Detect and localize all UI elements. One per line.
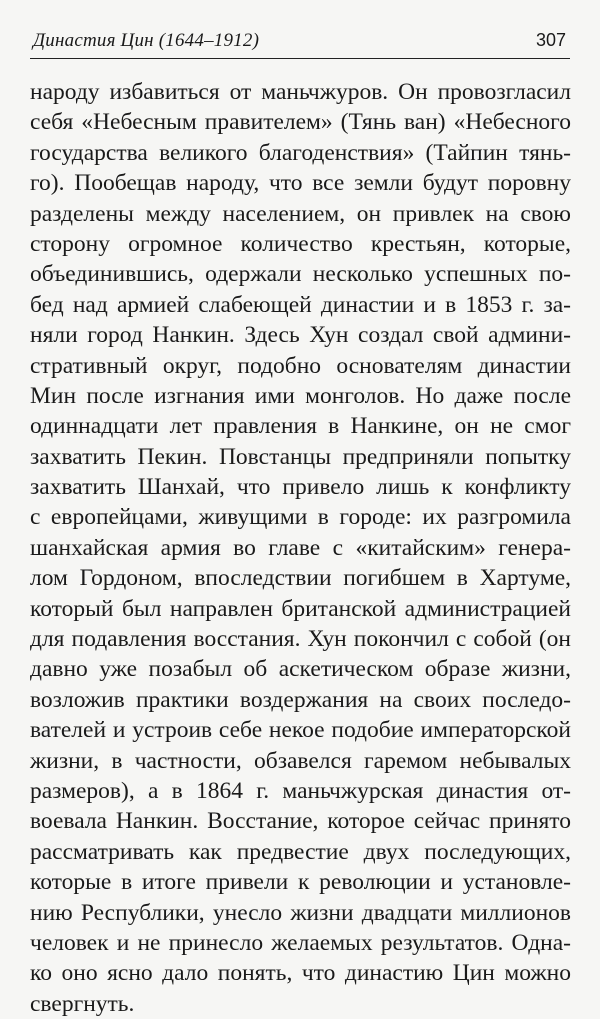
text-line: бед над армией слабеющей династии и в 1853 г. за- (30, 291, 571, 318)
text-line: себя «Небесным правителем» (Тянь ван) «Небесного (30, 109, 571, 136)
body-paragraph (30, 77, 571, 1019)
text-line: Мин после изгнания ими монголов. Но даже после (30, 382, 571, 409)
text-line: возложив практики воздержания на своих последо- (30, 686, 571, 713)
text-line: с европейцами, живущими в городе: их разгромила (30, 504, 571, 531)
text-line: захватить Пекин. Повстанцы предприняли попытку (30, 443, 571, 470)
text-line: одиннадцати лет правления в Нанкине, он не смог (30, 413, 571, 440)
text-line: нию Республики, унесло жизни двадцати миллионов (30, 899, 571, 926)
text-line: шанхайская армия во главе с «китайским» генера- (30, 534, 571, 561)
text-line: ко оно ясно дало понять, что династию Цин можно (30, 960, 571, 987)
text-line: народу избавиться от маньчжуров. Он провозгласил (30, 79, 571, 105)
running-header (30, 24, 570, 59)
running-header-title: Династия Цин (1644–1912) (33, 30, 260, 51)
text-line: человек и не принесло желаемых результатов. Одна- (30, 929, 571, 956)
text-line: разделены между населением, он привлек на свою (30, 200, 571, 227)
text-line-last: свергнуть. (30, 990, 135, 1017)
text-line: для подавления восстания. Хун покончил с собой (он (30, 626, 571, 653)
text-line: сторону огромное количество крестьян, которые, (30, 230, 571, 257)
text-line: который был направлен британской администрацией (30, 595, 571, 622)
text-line: жизни, в частности, обзавелся гаремом небывалых (30, 747, 571, 774)
text-line: захватить Шанхай, что привело лишь к конфликту (30, 474, 571, 501)
text-line: няли город Нанкин. Здесь Хун создал свой админи- (30, 322, 571, 349)
text-line: размеров), а в 1864 г. маньчжурская династия от- (30, 777, 571, 804)
text-line: которые в итоге привели к революции и установле- (30, 869, 571, 896)
text-line: давно уже позабыл об аскетическом образе жизни, (30, 656, 571, 683)
text-line: государства великого благоденствия» (Тайпин тянь- (30, 139, 571, 166)
text-line: объединившись, одержали несколько успешных по- (30, 261, 571, 288)
text-line: стративный округ, подобно основателям династии (30, 352, 571, 379)
page-number: 307 (535, 30, 566, 50)
text-line: лом Гордоном, впоследствии погибшем в Хартуме, (30, 565, 571, 592)
text-line: вателей и устроив себе некое подобие императорской (30, 717, 571, 744)
text-line: воевала Нанкин. Восстание, которое сейчас принято (30, 808, 571, 835)
text-line: рассматривать как предвестие двух последующих, (30, 838, 571, 865)
text-line: го). Пообещав народу, что все земли будут поровну (30, 170, 571, 197)
